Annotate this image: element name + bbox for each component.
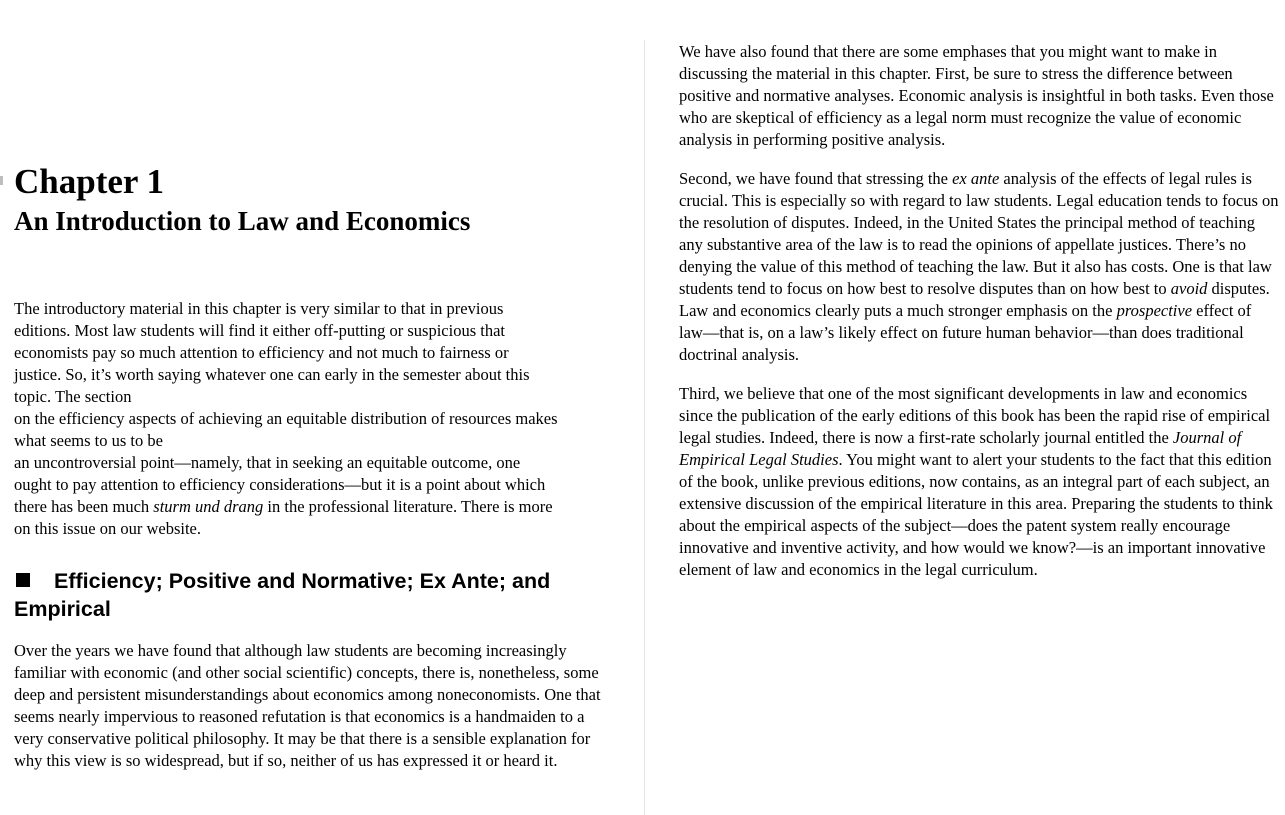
intro-line: editions. Most law students will find it either off-putting or suspicious that: [14, 321, 505, 340]
intro-line: on the efficiency aspects of achieving an equitable distribution of resources makes: [14, 409, 558, 428]
journal-title-emphasis: Journal of Empirical Legal Studies: [679, 428, 1242, 469]
section-heading: [14, 567, 614, 623]
page-edge-marker: [0, 176, 3, 185]
intro-text-segment: in the professional literature. There is more: [263, 497, 553, 516]
ex-ante-paragraph: [679, 168, 1279, 366]
intro-line: an uncontroversial point—namely, that in seeking an equitable outcome, one: [14, 453, 521, 472]
paragraph-text-segment: effect of law—that is, on a law’s likely effect on future human behavior—than does traditional doctrinal analysis.: [679, 301, 1252, 364]
ex-ante-emphasis: ex ante: [952, 169, 1000, 188]
paragraph-text-segment: Third, we believe that one of the most significant developments in law and economics since the publication of the early editions of this book has been the rapid rise of empirical legal studies. Indeed, there is now a first-rate scholarly journal entitled the: [679, 384, 1271, 447]
intro-line: justice. So, it’s worth saying whatever one can early in the semester about this: [14, 365, 530, 384]
emphases-paragraph: We have also found that there are some emphases that you might want to make in discussing the material in this chapter. First, be sure to stress the difference between positive and normative analyses. Economic analysis is insightful in both tasks. Even those who are skeptical of efficiency as a legal norm must recognize the value of economic analysis in performing positive analysis.: [679, 42, 1274, 149]
intro-line: The introductory material in this chapter is very similar to that in previous: [14, 299, 504, 318]
right-column: [679, 41, 1279, 598]
intro-line: on this issue on our website.: [14, 519, 201, 538]
prospective-emphasis: prospective: [1116, 301, 1193, 320]
intro-line: what seems to us to be: [14, 431, 163, 450]
paragraph-text-segment: analysis of the effects of legal rules is crucial. This is especially so with regard to law students. Legal education tends to focus on the resolution of disputes. Indeed, in the United States the principal method of teaching any substantive area of the law is to read the opinions of appellate justices. There’s no denying the value of this method of teaching the law. But it also has costs. One is that law students tend to focus on how best to resolve disputes than on how best to: [679, 169, 1279, 298]
empirical-paragraph: [679, 383, 1279, 581]
paragraph-text-segment: Second, we have found that stressing the: [679, 169, 953, 188]
intro-line: economists pay so much attention to efficiency and not much to fairness or: [14, 343, 509, 362]
intro-paragraph: [14, 298, 614, 540]
paragraph-text-segment: . You might want to alert your students to the fact that this edition of the book, unlike previous editions, now contains, as an integral part of each subject, an extensive discussion of the empirical literature in this area. Preparing the students to think about the empirical aspects of the subject—does the patent system really encourage innovative and inventive activity, and how would we know?—is an important innovative element of law and economics in the legal curriculum.: [679, 450, 1273, 579]
right-page: [645, 0, 1285, 815]
intro-line: [14, 496, 614, 518]
section-heading-text: Efficiency; Positive and Normative; Ex Ante; and Empirical: [14, 569, 551, 621]
chapter-title: An Introduction to Law and Economics: [14, 206, 471, 236]
avoid-emphasis: avoid: [1170, 279, 1208, 298]
intro-emphasis: sturm und drang: [153, 497, 264, 516]
paragraph-text-segment: disputes. Law and economics clearly puts a much stronger emphasis on the: [679, 279, 1270, 320]
intro-line: ought to pay attention to efficiency considerations—but it is a point about which: [14, 475, 546, 494]
intro-line: topic. The section: [14, 387, 132, 406]
intro-text-segment: there has been much: [14, 497, 154, 516]
chapter-number: Chapter 1: [14, 162, 165, 201]
efficiency-paragraph: Over the years we have found that although law students are becoming increasingly familiar with economic (and other social scientific) concepts, there is, nonetheless, some deep and persistent misunderstandings about economics among noneconomists. One that seems nearly impervious to reasoned refutation is that economics is a handmaiden to a very conservative political philosophy. It may be that there is a sensible explanation for why this view is so widespread, but if so, neither of us has expressed it or heard it.: [14, 641, 601, 770]
square-bullet-icon: [16, 573, 30, 587]
